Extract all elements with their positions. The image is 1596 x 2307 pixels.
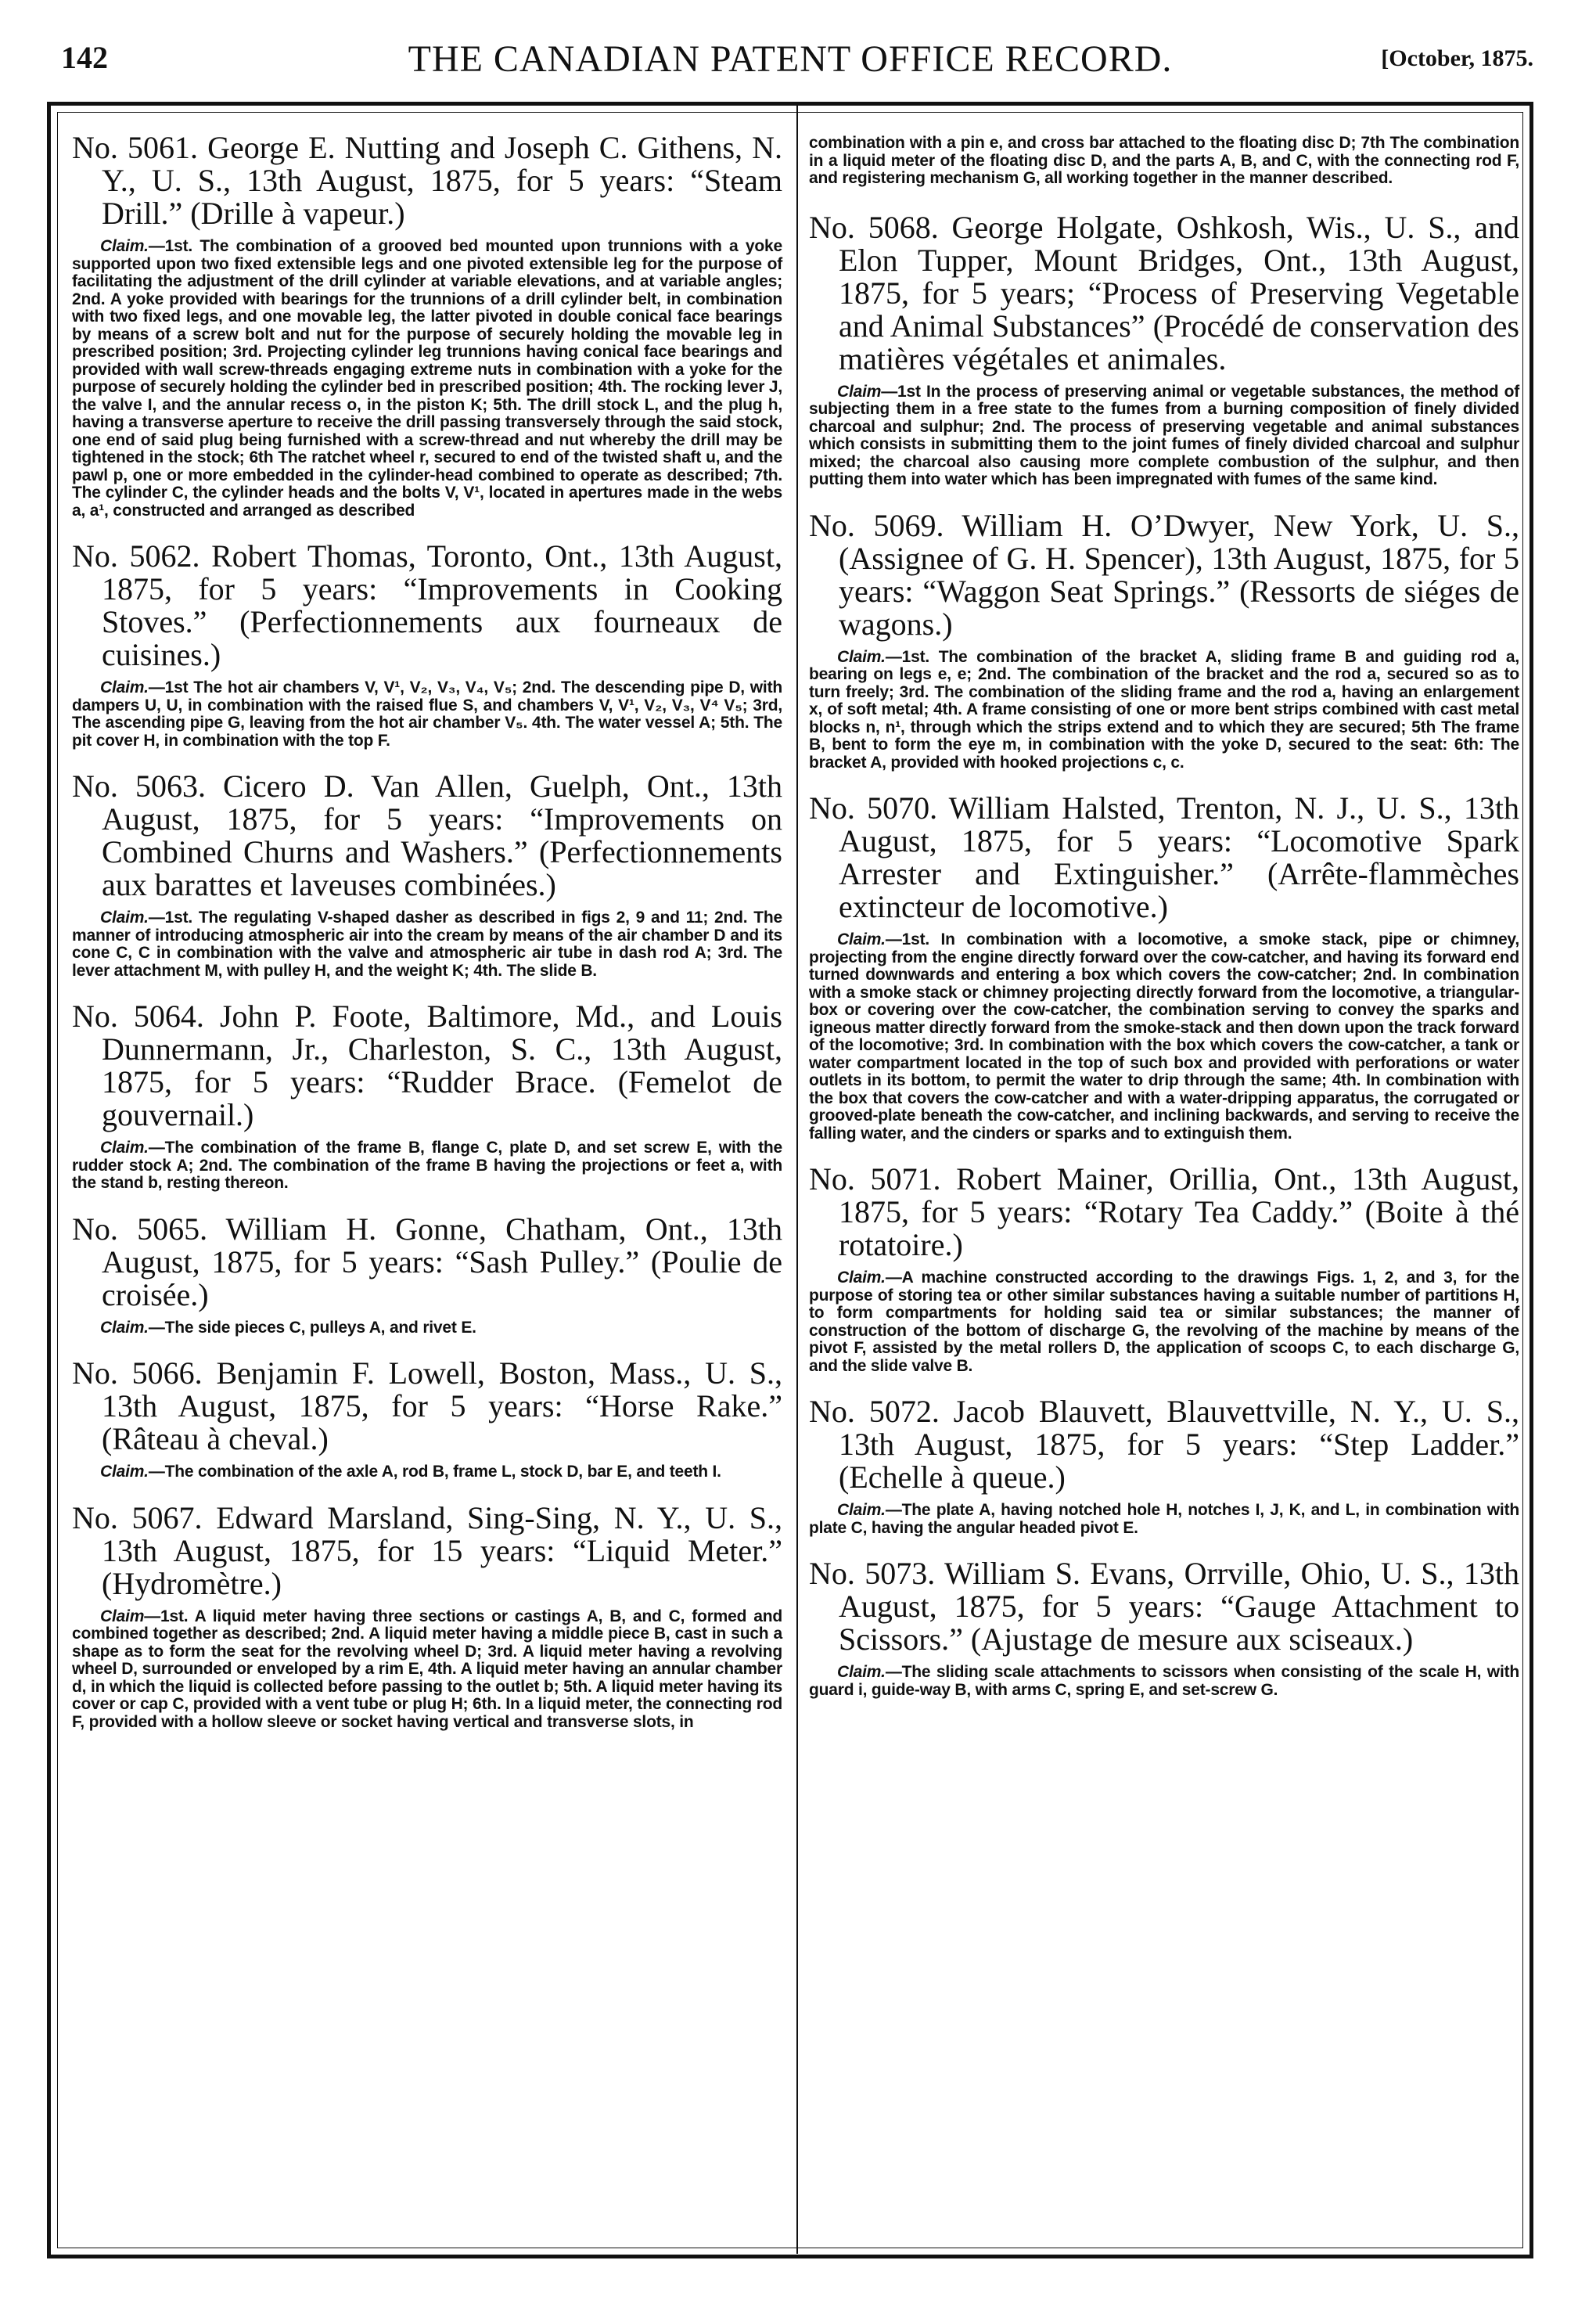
claim-label: Claim.	[100, 909, 149, 927]
claim-label: Claim	[837, 382, 882, 401]
patent-entry-5070	[809, 792, 1519, 1143]
patent-claim	[809, 383, 1519, 489]
column-divider	[796, 106, 798, 2254]
claim-text: —The plate A, having notched hole H, notches I, J, K, and L, in combination with plate C, having the angular headed pivot E.	[809, 1501, 1519, 1537]
claim-text: —The side pieces C, pulleys A, and rivet E.	[148, 1318, 476, 1337]
patent-heading: No. 5065. William H. Gonne, Chatham, Ont., 13th August, 1875, for 5 years: “Sash Pulley.” (Poulie de croisée.)	[72, 1211, 782, 1312]
patent-heading: No. 5066. Benjamin F. Lowell, Boston, Mass., U. S., 13th August, 1875, for 5 years: “Horse Rake.” (Râteau à cheval.)	[72, 1355, 782, 1456]
claim-label: Claim.	[100, 1139, 149, 1157]
patent-claim	[72, 1463, 782, 1481]
patent-claim	[72, 909, 782, 980]
claim-text: —1st. The combination of the bracket A, sliding frame B and guiding rod a, bearing on legs e, e; 2nd. The combination of the bracket and the rod a, secured so as to turn freely; 3rd. The combination of the sliding frame and the rod a, having an enlargement x, of soft metal; 4th. A frame consisting of one or more bent strips combined with cast metal blocks n, n¹, through which the strips extend and to which they are secured; 5th The frame B, bent to form the eye m, in combination with the yoke D, secured to the seat: 6th: The bracket A, provided with hooked projections c, c.	[809, 647, 1519, 772]
patent-entry-5072	[809, 1395, 1519, 1537]
claim-text: —1st. In combination with a locomotive, a smoke stack, pipe or chimney, projecting from the engine directly forward over the cow-catcher, and having its forward end turned downwards and entering a box which covers the cow-catcher; 2nd. In combination with a smoke stack or chimney projecting directly forward from the locomotive, a triangular-box or covering over the cow-catcher, the combination serving to convey the sparks and igneous matter directly forward from the smoke-stack and then down upon the track forward of the locomotive; 3rd. In combination with the box which covers the cow-catcher, a tank or water compartment located in the top of such box and provided with perforations or water outlets in its bottom, to permit the water to drip through the same; 4th. In combination with the box that covers the cow-catcher and with a water-dripping apparatus, the corrugated or grooved-plate beneath the cow-catcher, and inclining backwards, and serving to receive the falling water, and the cinders or sparks and to extinguish them.	[809, 930, 1519, 1143]
patent-heading: No. 5069. William H. O’Dwyer, New York, U. S., (Assignee of G. H. Spencer), 13th August, 1875, for 5 years: “Waggon Seat Springs.” (Ressorts de siéges de wagons.)	[809, 507, 1519, 642]
claim-label: Claim.	[837, 1663, 886, 1681]
patent-heading: No. 5063. Cicero D. Van Allen, Guelph, Ont., 13th August, 1875, for 5 years: “Improvements on Combined Churns and Washers.” (Perfectionnements aux barattes et laveuses combinées.)	[72, 768, 782, 902]
patent-claim	[72, 1319, 782, 1337]
patent-entry-5065	[72, 1213, 782, 1337]
continued-claim-text: combination with a pin e, and cross bar attached to the floating disc D; 7th The combination in a liquid meter of the floating disc D, and the parts A, B, and C, with the connecting rod F, and registering mechanism G, all working together in the manner described.	[809, 134, 1519, 187]
patent-entry-5067	[72, 1499, 782, 1732]
claim-label: Claim.	[837, 647, 886, 666]
claim-label: Claim.	[100, 1463, 149, 1481]
patent-claim	[809, 649, 1519, 772]
claim-label: Claim.	[100, 1318, 149, 1337]
issue-date: [October, 1875.	[1381, 45, 1533, 71]
patent-claim	[809, 1664, 1519, 1699]
patent-claim	[72, 1139, 782, 1193]
claim-label: Claim.	[837, 1501, 886, 1519]
left-column	[72, 131, 782, 1751]
patent-heading: No. 5064. John P. Foote, Baltimore, Md., and Louis Dunnermann, Jr., Charleston, S. C., 13th August, 1875, for 5 years: “Rudder Brace. (Femelot de gouvernail.)	[72, 999, 782, 1132]
claim-text: —1st. A liquid meter having three sections or castings A, B, and C, formed and combined together as described; 2nd. A liquid meter having a middle piece B, cast in such a shape as to form the seat for the revolving wheel D; 3rd. A liquid meter having a revolving wheel D, surrounded or enveloped by a rim E, 4th. A liquid meter having an annular chamber d, in which the liquid is collected before passing to the outlet b; 5th. A liquid meter having its cover or cap C, provided with a vent tube or plug H; 6th. In a liquid meter, the connecting rod F, provided with a hollow sleeve or socket having vertical and transverse slots, in	[72, 1607, 782, 1731]
patent-heading: No. 5068. George Holgate, Oshkosh, Wis., U. S., and Elon Tupper, Mount Bridges, Ont., 13th August, 1875, for 5 years; “Process of Preserving Vegetable and Animal Substances” (Procédé de conservation des matières végétales et animales.	[809, 209, 1519, 376]
patent-entry-5062	[72, 540, 782, 750]
patent-entry-5066	[72, 1357, 782, 1481]
patent-claim	[72, 1608, 782, 1732]
patent-entry-5071	[809, 1163, 1519, 1375]
page-number: 142	[61, 40, 108, 75]
claim-text: —1st. The regulating V-shaped dasher as described in figs 2, 9 and 11; 2nd. The manner of introducing atmospheric air into the cream by means of the air chamber D and its cone C, C in combination with the valve and atmospheric air tube in dash rod A; 3rd. The lever attachment M, with pulley H, and the weight K; 4th. The slide B.	[72, 909, 782, 980]
claim-label: Claim	[100, 1607, 145, 1625]
right-column	[809, 135, 1519, 1719]
patent-heading: No. 5067. Edward Marsland, Sing-Sing, N. Y., U. S., 13th August, 1875, for 15 years: “Liquid Meter.” (Hydromètre.)	[72, 1499, 782, 1601]
claim-label: Claim.	[837, 930, 886, 948]
claim-text: —1st The hot air chambers V, V¹, V₂, V₃, V₄, V₅; 2nd. The descending pipe D, with dampers U, U, in combination with the raised flue S, and chambers V, V¹, V₂, V₃, V⁴ V₅; 3rd, The ascending pipe G, leaving from the hot air chamber V₅. 4th. The water vessel A; 5th. The pit cover H, in combination with the top F.	[72, 678, 782, 750]
patent-entry-5073	[809, 1557, 1519, 1699]
patent-entry-5064	[72, 1000, 782, 1193]
claim-text: —The combination of the axle A, rod B, frame L, stock D, bar E, and teeth I.	[148, 1463, 721, 1481]
claim-text: —1st In the process of preserving animal or vegetable substances, the method of subjecting them in a free state to the fumes from a burning composition of finely divided charcoal and sulphur; 2nd. The process of preserving vegetable and animal substances which consists in submitting them to the joint fumes of finely divided charcoal and sulphur mixed; the charcoal also causing more complete combustion of the sulphur, and then putting them into water which has been impregnated with fumes of the same kind.	[809, 382, 1519, 488]
patent-heading: No. 5072. Jacob Blauvett, Blauvettville, N. Y., U. S., 13th August, 1875, for 5 years: “Step Ladder.” (Echelle à queue.)	[809, 1394, 1519, 1495]
patent-heading: No. 5062. Robert Thomas, Toronto, Ont., 13th August, 1875, for 5 years: “Improvements in Cooking Stoves.” (Perfectionnements aux fourneaux de cuisines.)	[72, 538, 782, 672]
patent-heading: No. 5061. George E. Nutting and Joseph C. Githens, N. Y., U. S., 13th August, 1875, for 5 years: “Steam Drill.” (Drille à vapeur.)	[72, 130, 782, 231]
claim-label: Claim.	[837, 1269, 886, 1287]
patent-claim	[72, 238, 782, 520]
claim-text: —1st. The combination of a grooved bed mounted upon trunnions with a yoke supported upon two fixed extensible legs and one pivoted extensible leg for the purpose of facilitating the adjustment of the drill cylinder at variable elevations, and at variable angles; 2nd. A yoke provided with bearings for the trunnions of a drill cylinder belt, in combination with two fixed legs, and one movable leg, the latter pivoted in double conical face bearings by means of a screw bolt and nut for the purpose of securely holding the movable leg in prescribed position; 3rd. Projecting cylinder leg trunnions having conical face bearings and provided with wall screw-threads engaging extreme nuts in combination with a yoke for the purpose of securely holding the cylinder bed in prescribed position; 4th. The rocking lever J, the valve I, and the annular recess o, in the piston K; 5th. The drill stock L, and the plug h, having a transverse aperture to receive the drill passing transversely through the said stock, one end of said plug being furnished with a screw-thread and nut whereby the drill may be tightened in the stock; 6th The ratchet wheel r, secured to end of the twisted shaft u, and the pawl p, one or more embedded in the cylinder-head combined to operate as described; 7th. The cylinder C, the cylinder heads and the bolts V, V¹, located in apertures made in the webs a, a¹, constructed and arranged as described	[72, 237, 782, 520]
patent-claim	[72, 679, 782, 750]
patent-entry-5063	[72, 770, 782, 980]
patent-claim	[809, 1269, 1519, 1375]
patent-heading: No. 5071. Robert Mainer, Orillia, Ont., 13th August, 1875, for 5 years: “Rotary Tea Caddy.” (Boite à thé rotatoire.)	[809, 1161, 1519, 1262]
claim-text: —The combination of the frame B, flange C, plate D, and set screw E, with the rudder stock A; 2nd. The combination of the frame B having the projections or feet a, with the stand b, resting thereon.	[72, 1139, 782, 1192]
claim-label: Claim.	[100, 237, 149, 255]
patent-claim	[809, 931, 1519, 1143]
claim-text: —A machine constructed according to the drawings Figs. 1, 2, and 3, for the purpose of storing tea or other similar substances having a suitable number of partitions H, to form compartments for holding said tea or similar substances; the manner of construction of the bottom of discharge G, the revolving of the machine by means of the pivot F, assisted by the metal rollers D, the application of scoops C, to each discharge G, and the slide valve B.	[809, 1269, 1519, 1375]
patent-entry-5068	[809, 211, 1519, 489]
patent-claim	[809, 1502, 1519, 1537]
patent-entry-5069	[809, 509, 1519, 772]
claim-text: —The sliding scale attachments to scissors when consisting of the scale H, with guard i, guide-way B, with arms C, spring E, and set-screw G.	[809, 1663, 1519, 1699]
patent-heading: No. 5073. William S. Evans, Orrville, Ohio, U. S., 13th August, 1875, for 5 years: “Gauge Attachment to Scissors.” (Ajustage de mesure aux sciseaux.)	[809, 1556, 1519, 1657]
claim-label: Claim.	[100, 678, 149, 696]
page-header	[47, 33, 1533, 88]
running-title: THE CANADIAN PATENT OFFICE RECORD.	[408, 38, 1173, 80]
patent-heading: No. 5070. William Halsted, Trenton, N. J., U. S., 13th August, 1875, for 5 years: “Locomotive Spark Arrester and Extinguisher.” (Arrête-flammèches extincteur de locomotive.)	[809, 790, 1519, 924]
patent-entry-5061	[72, 131, 782, 520]
